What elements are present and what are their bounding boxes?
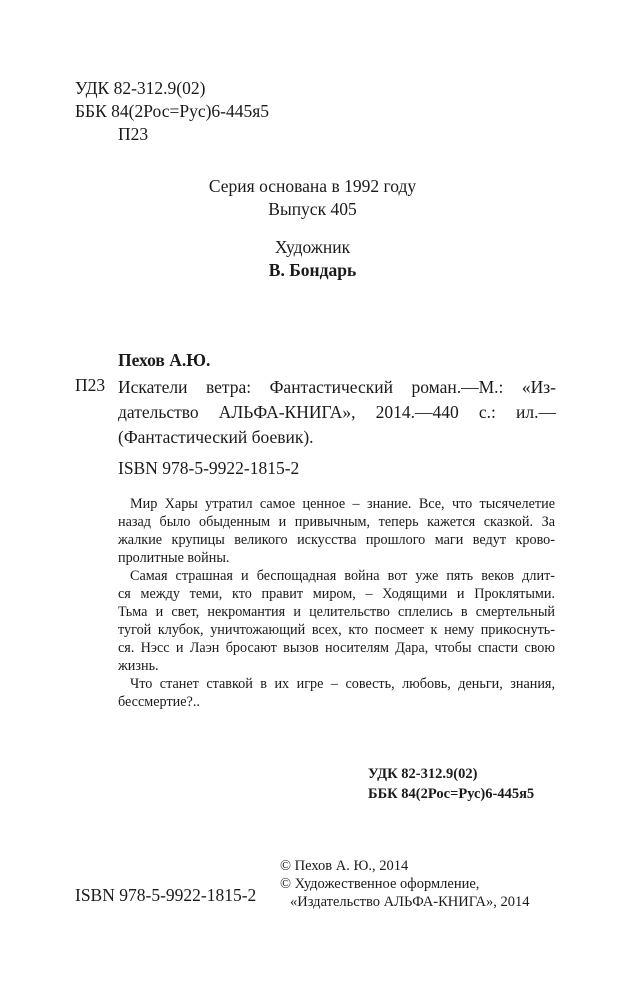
annotation-line: ся между теми, кто правит миром, – Ходящими и Проклятыми. — [118, 586, 555, 602]
annotation-paragraph-3 — [118, 675, 555, 711]
annotation-line: назад было обыденным и привычным, теперь кажется сказкой. За — [118, 514, 555, 530]
bib-author: Пехов А.Ю. — [118, 350, 211, 370]
annotation-line: Что станет ставкой в их игре – совесть, любовь, деньги, знания, — [130, 676, 555, 692]
annotation-line: тугой клубок, уничтожающий всех, кто посмеет к нему прикоснуть- — [118, 622, 555, 638]
annotation-line: Тьма и свет, некромантия и целительство сплелись в смертельный — [118, 604, 555, 620]
annotation-line: бессмертие?.. — [118, 694, 200, 710]
bib-line: (Фантастический боевик). — [118, 427, 314, 447]
annotation-line: Мир Хары утратил самое ценное – знание. Все, что тысячелетие — [130, 496, 555, 512]
annotation-line: ся. Нэсс и Лаэн бросают вызов носителям Дара, чтобы спасти свою — [118, 640, 555, 656]
bib-mark: П23 — [75, 375, 106, 395]
annotation-paragraph-1 — [118, 495, 555, 567]
bib-line: Искатели ветра: Фантастический роман.—М.: «Из- — [118, 377, 556, 397]
illustrator-name: В. Бондарь — [268, 260, 357, 280]
series-founded: Серия основана в 1992 году — [208, 176, 417, 196]
annotation-line: пролитные войны. — [118, 550, 230, 566]
bib-description — [118, 375, 556, 450]
bbk-code-bottom: ББК 84(2Рос=Рус)6-445я5 — [368, 786, 535, 802]
bib-isbn: ISBN 978-5-9922-1815-2 — [118, 458, 300, 478]
udk-code-top: УДК 82-312.9(02) — [75, 78, 206, 98]
copyright-author: © Пехов А. Ю., 2014 — [280, 858, 409, 874]
bib-line: дательство АЛЬФА-КНИГА», 2014.—440 с.: ил.— — [118, 402, 556, 422]
annotation-line: жизнь. — [118, 658, 159, 674]
annotation-line: жалкие крупицы великого искусства прошлого маги ведут крово- — [118, 532, 555, 548]
isbn-bottom: ISBN 978-5-9922-1815-2 — [75, 885, 257, 905]
annotation-paragraph-2 — [118, 567, 555, 675]
copyright-design: © Художественное оформление, — [280, 876, 480, 892]
copyright-publisher: «Издательство АЛЬФА-КНИГА», 2014 — [290, 894, 530, 910]
author-mark-top: П23 — [118, 124, 149, 144]
bbk-code-top: ББК 84(2Рос=Рус)6-445я5 — [75, 101, 270, 121]
udk-code-bottom: УДК 82-312.9(02) — [368, 766, 478, 782]
series-issue: Выпуск 405 — [268, 199, 357, 219]
annotation-line: Самая страшная и беспощадная война вот уже пять веков длит- — [130, 568, 555, 584]
illustrator-label: Художник — [274, 237, 351, 257]
